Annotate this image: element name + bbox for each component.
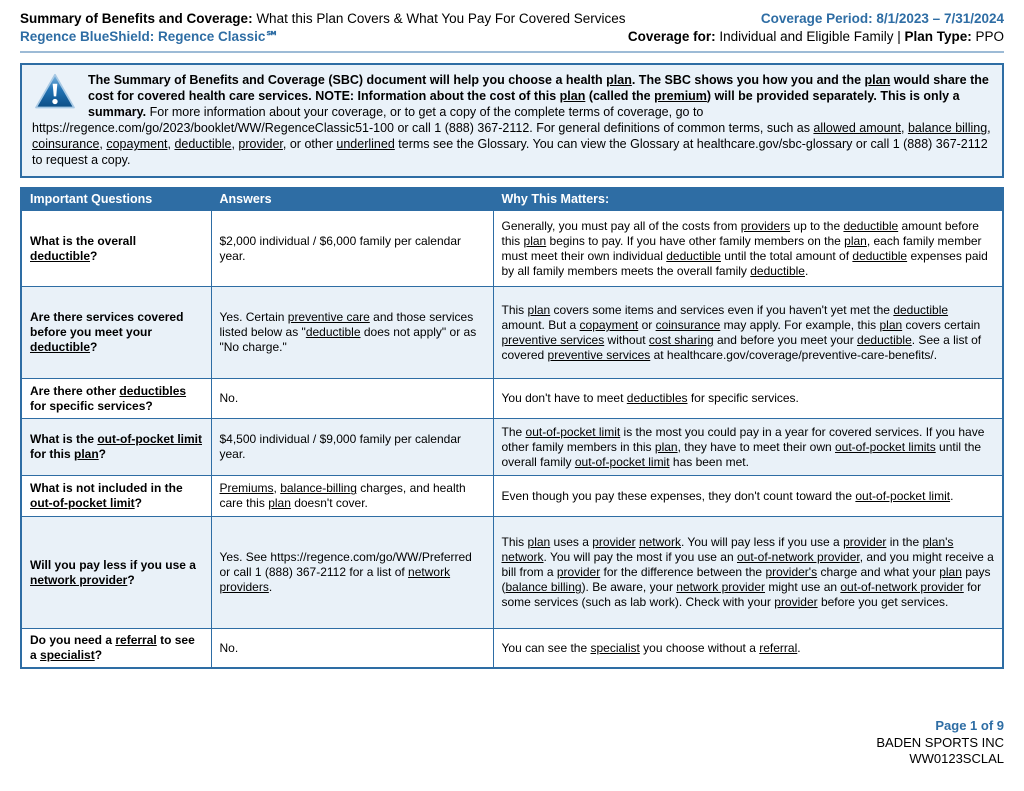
question-cell: What is the out-of-pocket limit for this plan?	[21, 419, 211, 476]
question-cell: What is not included in the out-of-pocket limit?	[21, 476, 211, 517]
answer-cell: No.	[211, 379, 493, 419]
column-header-why-this-matters: Why This Matters:	[493, 188, 1003, 211]
question-cell: What is the overall deductible?	[21, 211, 211, 287]
page-number: Page 1 of 9	[935, 718, 1004, 733]
answer-cell: Premiums, balance-billing charges, and health care this plan doesn't cover.	[211, 476, 493, 517]
answer-cell: $2,000 individual / $6,000 family per calendar year.	[211, 211, 493, 287]
intro-box	[20, 63, 1004, 178]
plan-type-value: PPO	[971, 29, 1004, 45]
why-cell: This plan covers some items and services even if you haven't yet met the deductible amount. But a copayment or coinsurance may apply. For example, this plan covers certain preventive services without cost sharing and before you meet your deductible. See a list of covered preventive services at healthcare.gov/coverage/preventive-care-benefits/.	[493, 287, 1003, 379]
table-row	[21, 517, 1003, 629]
intro-text	[32, 72, 992, 168]
table-row	[21, 287, 1003, 379]
document-title	[20, 10, 625, 28]
important-questions-table	[20, 187, 1004, 669]
document-title-bold: Summary of Benefits and Coverage:	[20, 11, 253, 26]
answer-cell: No.	[211, 629, 493, 669]
why-cell: Generally, you must pay all of the costs from providers up to the deductible amount before this plan begins to pay. If you have other family members on the plan, each family member must meet their own individual deductible until the total amount of deductible expenses paid by all family members meets the overall family deductible.	[493, 211, 1003, 287]
table-row	[21, 379, 1003, 419]
coverage-for-label: Coverage for:	[627, 29, 716, 45]
header-left	[20, 10, 625, 46]
why-cell: You can see the specialist you choose without a referral.	[493, 629, 1003, 669]
warning-triangle-icon	[34, 73, 76, 115]
answer-cell: $4,500 individual / $9,000 family per calendar year.	[211, 419, 493, 476]
table-row	[21, 419, 1003, 476]
company-name: BADEN SPORTS INC	[876, 735, 1004, 751]
question-cell: Are there other deductibles for specific services?	[21, 379, 211, 419]
coverage-for-value: Individual and Eligible Family |	[715, 29, 905, 45]
why-cell: The out-of-pocket limit is the most you could pay in a year for covered services. If you have other family members in this plan, they have to meet their own out-of-pocket limits until the overall family out-of-pocket limit has been met.	[493, 419, 1003, 476]
why-cell: You don't have to meet deductibles for specific services.	[493, 379, 1003, 419]
why-cell: Even though you pay these expenses, they don't count toward the out-of-pocket limit.	[493, 476, 1003, 517]
table-row	[21, 211, 1003, 287]
table-header-row	[21, 188, 1003, 211]
document-title-rest: What this Plan Covers & What You Pay For Covered Services	[252, 11, 626, 26]
intro-text-rest: For more information about your coverage, or to get a copy of the complete terms of coverage, go to https://regence.com/go/2023/booklet/WW/RegenceClassic51-100 or call 1 (888) 367-2112. For general definitions of common terms, such as allowed amount, balance billing, coinsurance, copayment, deductible, provider, or other underlined terms see the Glossary. You can view the Glossary at healthcare.gov/sbc-glossary or call 1 (888) 367-2112 to request a copy.	[32, 105, 991, 168]
table-row	[21, 476, 1003, 517]
intro-text-bold: The Summary of Benefits and Coverage (SBC) document will help you choose a health plan. The SBC shows you how you and the plan would share the cost for covered health care services. NOTE: Information about the cost of this plan (called the premium) will be provided separately. This is only a summary.	[88, 73, 989, 120]
question-cell: Are there services covered before you meet your deductible?	[21, 287, 211, 379]
plan-name: Regence BlueShield: Regence Classic℠	[20, 29, 280, 45]
why-cell: This plan uses a provider network. You will pay less if you use a provider in the plan's network. You will pay the most if you use an out-of-network provider, and you might receive a bill from a provider for the difference between the provider's charge and what your plan pays (balance billing). Be aware, your network provider might use an out-of-network provider for some services (such as lab work). Check with your provider before you get services.	[493, 517, 1003, 629]
coverage-for-line	[628, 28, 1004, 46]
answer-cell: Yes. Certain preventive care and those services listed below as "deductible does not apply" or as "No charge."	[211, 287, 493, 379]
header-divider	[20, 51, 1004, 53]
table-row	[21, 629, 1003, 669]
question-cell: Will you pay less if you use a network provider?	[21, 517, 211, 629]
answer-cell: Yes. See https://regence.com/go/WW/Preferred or call 1 (888) 367-2112 for a list of network providers.	[211, 517, 493, 629]
document-footer	[876, 718, 1004, 766]
column-header-answers: Answers	[211, 188, 493, 211]
coverage-period: Coverage Period: 8/1/2023 – 7/31/2024	[760, 11, 1004, 26]
question-cell: Do you need a referral to see a specialist?	[21, 629, 211, 669]
plan-type-label: Plan Type:	[904, 29, 972, 45]
column-header-important-questions: Important Questions	[21, 188, 211, 211]
document-header	[0, 0, 1024, 46]
document-code: WW0123SCLAL	[909, 750, 1004, 766]
header-right	[628, 10, 1004, 46]
